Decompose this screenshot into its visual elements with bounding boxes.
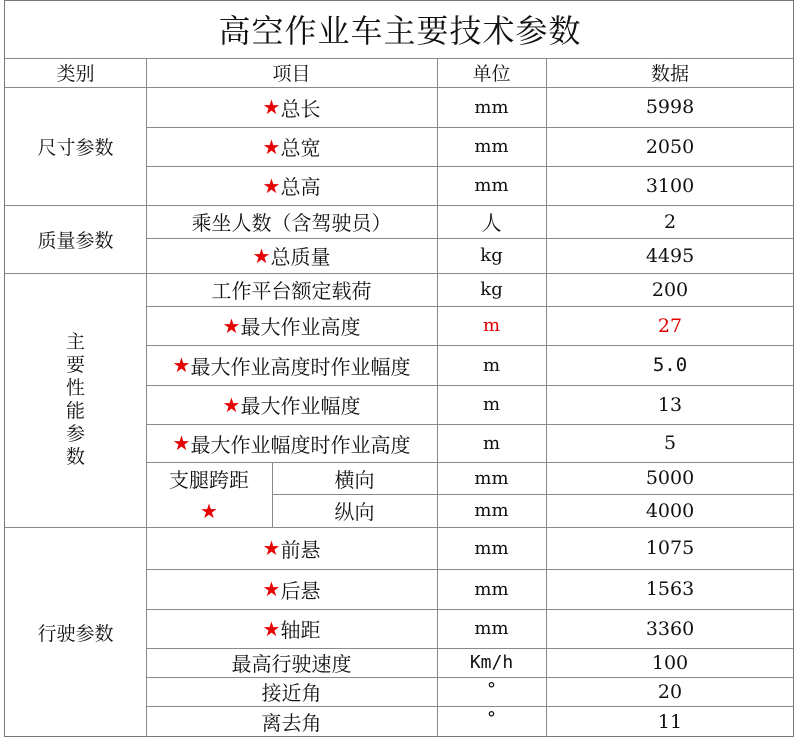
item-platform-load: 工作平台额定载荷 (211, 279, 372, 303)
unit-outrigger-longitudinal: mm (474, 500, 509, 521)
star-icon: ★ (262, 536, 281, 560)
star-icon: ★ (200, 498, 218, 523)
category-char: 参 (65, 423, 85, 445)
item-total-mass: ★ 总质量 (252, 243, 331, 269)
unit-max-height: m (482, 315, 501, 336)
star-icon: ★ (172, 353, 191, 377)
value-wheelbase: 3360 (645, 617, 695, 640)
value-platform-load: 200 (651, 278, 689, 301)
unit-total-mass: kg (480, 245, 503, 266)
unit-length: mm (474, 96, 509, 118)
unit-front-overhang: mm (474, 537, 509, 559)
unit-max-speed: Km/h (469, 652, 514, 673)
value-outrigger-transverse: 5000 (645, 467, 695, 489)
header-unit: 单位 (472, 63, 511, 85)
item-height-at-max-reach: ★ 最大作业幅度时作业高度 (172, 431, 411, 457)
value-rear-overhang: 1563 (645, 578, 695, 600)
item-height: ★ 总高 (262, 173, 321, 199)
value-max-height: 27 (657, 314, 683, 337)
unit-platform-load: kg (480, 279, 503, 300)
value-reach-at-max-height: 5.0 (652, 354, 688, 376)
unit-approach-angle: ° (487, 679, 496, 700)
star-icon: ★ (252, 243, 271, 268)
item-front-overhang: ★ 前悬 (262, 536, 321, 562)
star-icon: ★ (222, 392, 241, 417)
value-width: 2050 (645, 135, 695, 158)
outrigger-star (146, 494, 272, 527)
unit-rear-overhang: mm (474, 578, 509, 600)
star-icon: ★ (262, 95, 281, 119)
page-title: 高空作业车主要技术参数 (218, 12, 582, 50)
item-outrigger-longitudinal: 纵向 (334, 500, 375, 524)
unit-reach-at-max-height: m (482, 354, 501, 376)
item-max-speed: 最高行驶速度 (231, 652, 352, 676)
item-seats: 乘坐人数（含驾驶员） (191, 211, 392, 235)
star-icon: ★ (262, 134, 281, 159)
category-size: 尺寸参数 (37, 136, 114, 159)
unit-width: mm (474, 136, 509, 157)
category-char: 主 (65, 331, 85, 353)
value-outrigger-longitudinal: 4000 (645, 499, 695, 522)
unit-departure-angle: ° (487, 708, 496, 729)
star-icon: ★ (222, 313, 241, 338)
value-height: 3100 (645, 174, 695, 197)
category-char: 能 (65, 400, 85, 422)
star-icon: ★ (262, 577, 281, 601)
item-width: ★ 总宽 (262, 134, 321, 160)
header-value: 数据 (650, 63, 689, 85)
star-icon: ★ (172, 431, 191, 455)
value-approach-angle: 20 (657, 680, 683, 703)
item-approach-angle: 接近角 (261, 681, 322, 705)
value-front-overhang: 1075 (645, 537, 695, 559)
item-max-height: ★ 最大作业高度 (222, 313, 361, 339)
category-char: 要 (65, 354, 85, 376)
outrigger-label: 支腿跨距 (169, 467, 249, 492)
star-icon: ★ (262, 616, 281, 641)
value-height-at-max-reach: 5 (663, 432, 677, 454)
category-char: 数 (65, 446, 85, 468)
category-performance (5, 273, 146, 527)
unit-seats: 人 (481, 211, 502, 235)
unit-max-reach: m (482, 394, 501, 415)
item-wheelbase: ★ 轴距 (262, 616, 321, 642)
header-category: 类别 (56, 63, 95, 85)
category-char: 性 (65, 377, 85, 399)
item-departure-angle: 离去角 (261, 711, 322, 735)
item-reach-at-max-height: ★ 最大作业高度时作业幅度 (172, 353, 411, 379)
unit-outrigger-transverse: mm (474, 467, 509, 489)
item-max-reach: ★ 最大作业幅度 (222, 392, 361, 418)
value-total-mass: 4495 (645, 244, 695, 267)
item-length: ★ 总长 (262, 95, 321, 121)
category-driving: 行驶参数 (37, 622, 114, 645)
value-departure-angle: 11 (657, 710, 683, 733)
value-length: 5998 (645, 96, 695, 118)
unit-height-at-max-reach: m (482, 432, 501, 454)
value-max-speed: 100 (651, 651, 689, 674)
star-icon: ★ (262, 173, 281, 198)
header-item: 项目 (272, 63, 311, 85)
category-mass: 质量参数 (37, 229, 114, 252)
item-outrigger-transverse: 横向 (334, 467, 375, 492)
unit-wheelbase: mm (474, 618, 509, 639)
item-rear-overhang: ★ 后悬 (262, 577, 321, 603)
unit-height: mm (474, 175, 509, 196)
value-max-reach: 13 (657, 393, 683, 416)
value-seats: 2 (663, 210, 677, 233)
